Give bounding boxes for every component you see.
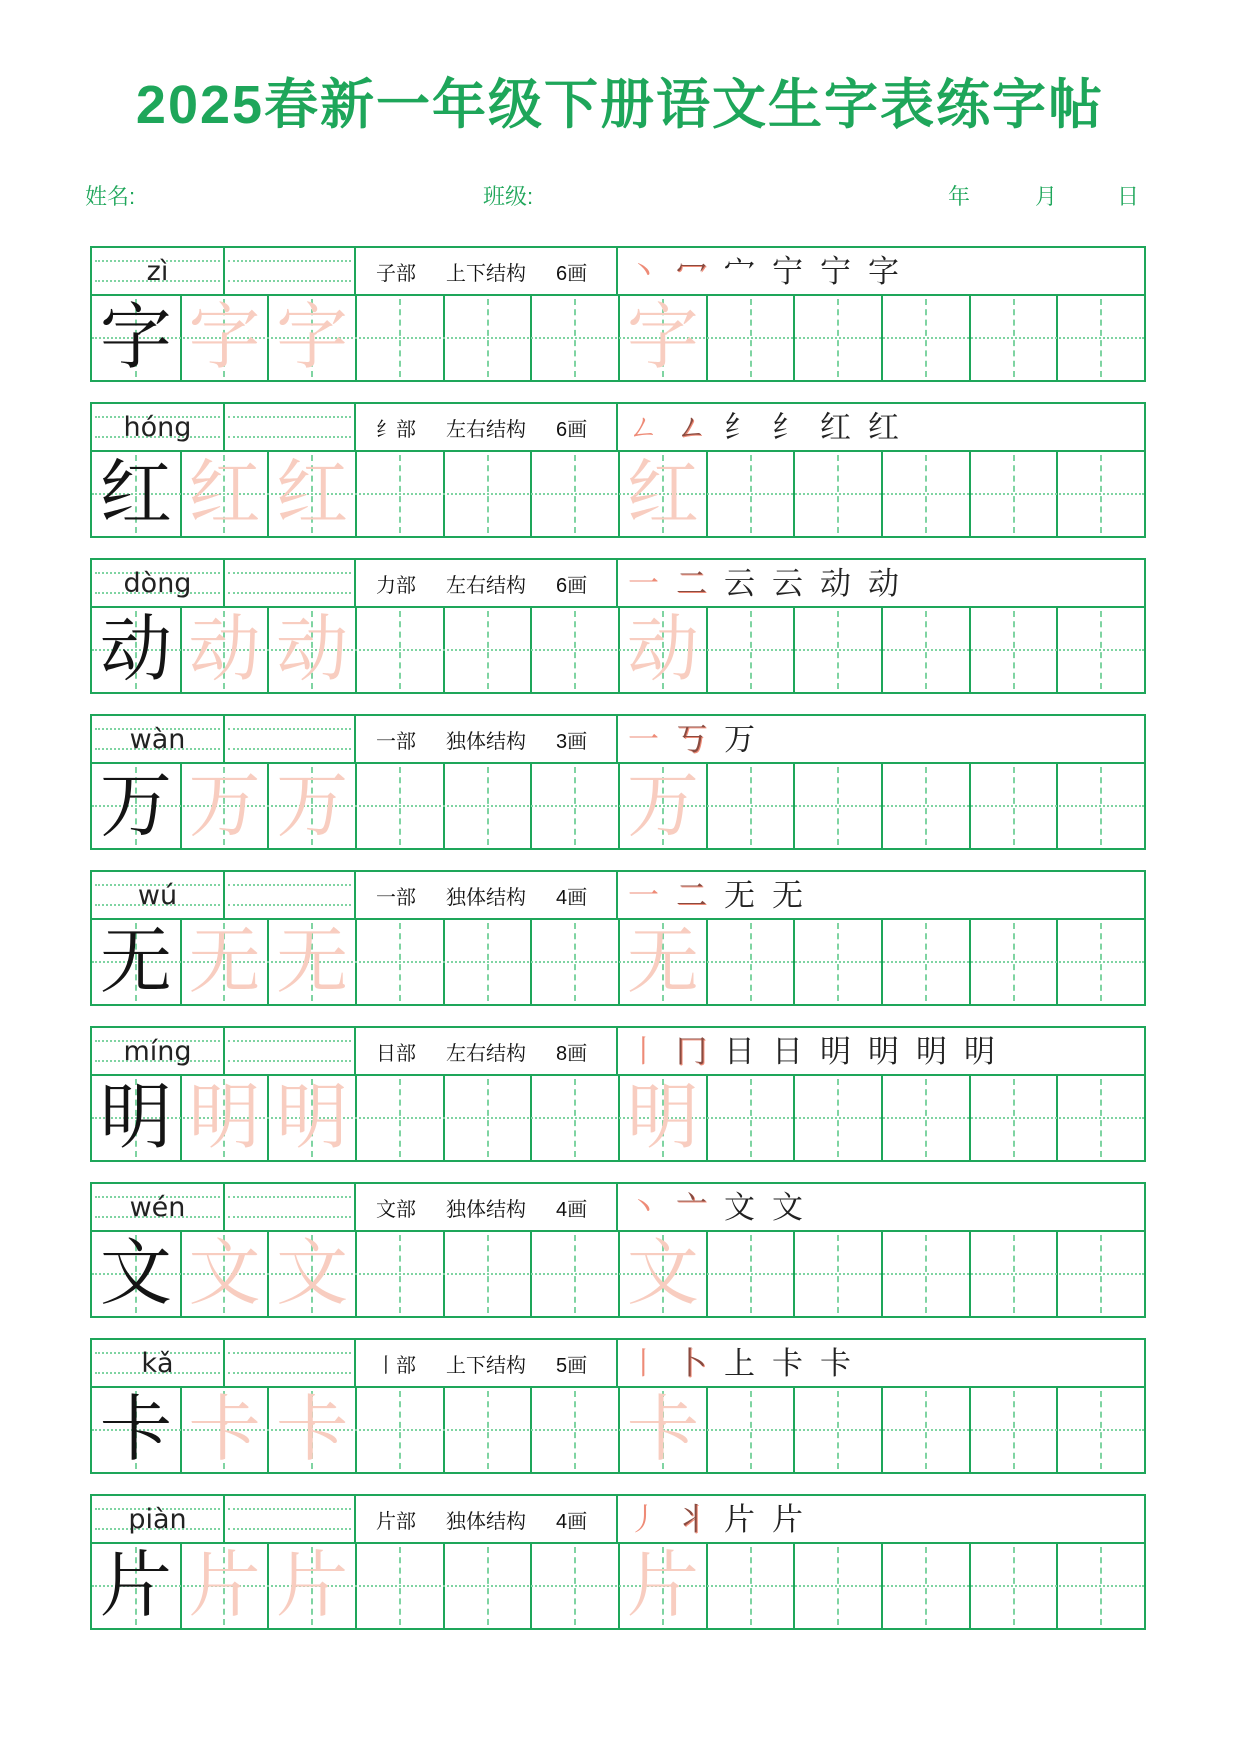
radical-label: 丨部 [376, 1354, 416, 1377]
stroke-step: 动 [820, 565, 851, 601]
character-row-block [90, 402, 1146, 538]
stroke-step: 文 [772, 1189, 803, 1225]
practice-cell [618, 296, 706, 380]
pinyin-blank-cell [223, 1184, 354, 1230]
practice-row [92, 1544, 1144, 1628]
practice-cell [969, 1076, 1057, 1160]
stroke-order-cell [616, 872, 1140, 918]
structure-label: 独体结构 [446, 730, 526, 753]
pinyin-text: wàn [129, 723, 186, 755]
practice-row [92, 1388, 1144, 1472]
stroke-order-cell [616, 1496, 1140, 1542]
practice-cell [267, 920, 355, 1004]
character-row-block [90, 1338, 1146, 1474]
stroke-step: 一 [628, 565, 659, 601]
practice-cell [530, 920, 618, 1004]
form-header [0, 180, 1240, 208]
example-character: 文 [99, 1234, 172, 1314]
practice-cell [969, 1388, 1057, 1472]
stroke-step: 文 [724, 1189, 755, 1225]
practice-cell [530, 1388, 618, 1472]
structure-label: 独体结构 [446, 886, 526, 909]
practice-cell [881, 1544, 969, 1628]
radical-label: 一部 [376, 730, 416, 753]
character-row-block [90, 1494, 1146, 1630]
trace-character: 无 [188, 922, 261, 1002]
character-row-block [90, 870, 1146, 1006]
practice-cell [443, 1544, 531, 1628]
practice-cell [881, 296, 969, 380]
practice-cell [267, 1544, 355, 1628]
trace-character: 红 [188, 454, 261, 534]
practice-cell [1056, 1544, 1144, 1628]
stroke-step: 二 [676, 877, 707, 913]
trace-character: 无 [276, 922, 349, 1002]
example-character: 明 [99, 1078, 172, 1158]
example-character: 卡 [99, 1390, 172, 1470]
pinyin-text: dòng [123, 567, 192, 599]
trace-character: 片 [188, 1546, 261, 1626]
practice-cell-example [92, 1388, 180, 1472]
character-meta-cell [354, 1184, 616, 1230]
structure-label: 左右结构 [446, 574, 526, 597]
stroke-step: 云 [772, 565, 803, 601]
character-row-block [90, 1182, 1146, 1318]
practice-cell [530, 1232, 618, 1316]
trace-character: 片 [276, 1546, 349, 1626]
trace-character: 万 [188, 766, 261, 846]
practice-cell-example [92, 296, 180, 380]
practice-cell [793, 764, 881, 848]
radical-label: 日部 [376, 1042, 416, 1065]
pinyin-blank-cell [223, 560, 354, 606]
year-label: 年 [948, 184, 971, 209]
practice-cell-example [92, 920, 180, 1004]
page-title: 2025春新一年级下册语文生字表练字帖 [135, 75, 1105, 135]
practice-cell [530, 452, 618, 536]
pinyin-text: míng [123, 1035, 192, 1067]
stroke-step: 丂 [676, 721, 707, 757]
practice-cell [969, 608, 1057, 692]
stroke-step: 一 [628, 877, 659, 913]
structure-label: 左右结构 [446, 1042, 526, 1065]
practice-cell [793, 452, 881, 536]
practice-cell [530, 608, 618, 692]
practice-cell [180, 920, 268, 1004]
character-info-row [92, 1184, 1144, 1232]
pinyin-text: wú [137, 879, 178, 911]
practice-cell [180, 608, 268, 692]
practice-cell [881, 1232, 969, 1316]
stroke-step: 日 [724, 1033, 755, 1069]
pinyin-text: piàn [128, 1503, 187, 1535]
practice-cell [355, 1076, 443, 1160]
character-info-row [92, 1028, 1144, 1076]
practice-cell [180, 296, 268, 380]
character-info-row [92, 404, 1144, 452]
day-label: 日 [1117, 184, 1140, 209]
pinyin-cell [92, 404, 223, 450]
character-meta-cell [354, 716, 616, 762]
practice-cell [180, 452, 268, 536]
practice-row [92, 1232, 1144, 1316]
practice-cell [180, 1232, 268, 1316]
trace-character: 字 [276, 298, 349, 378]
practice-cell [706, 608, 794, 692]
trace-character: 字 [626, 298, 699, 378]
practice-cell [618, 608, 706, 692]
practice-cell-example [92, 1544, 180, 1628]
pinyin-cell [92, 560, 223, 606]
trace-character: 文 [276, 1234, 349, 1314]
pinyin-text: kǎ [141, 1347, 174, 1379]
stroke-step: 卜 [676, 1345, 707, 1381]
practice-cell [530, 1544, 618, 1628]
practice-cell [443, 920, 531, 1004]
stroke-step: 宀 [724, 253, 755, 289]
stroke-step: 卡 [772, 1345, 803, 1381]
stroke-step: 云 [724, 565, 755, 601]
trace-character: 明 [276, 1078, 349, 1158]
stroke-order-cell [616, 716, 1140, 762]
trace-character: 明 [626, 1078, 699, 1158]
stroke-count-label: 6画 [556, 574, 588, 597]
pinyin-cell [92, 716, 223, 762]
stroke-step: 红 [868, 409, 899, 445]
practice-cell [706, 764, 794, 848]
practice-cell [267, 764, 355, 848]
stroke-step: 纟 [772, 409, 803, 445]
practice-cell [618, 920, 706, 1004]
practice-cell [443, 1076, 531, 1160]
example-character: 万 [99, 766, 172, 846]
practice-cell [618, 764, 706, 848]
practice-cell [969, 1232, 1057, 1316]
example-character: 片 [99, 1546, 172, 1626]
stroke-count-label: 8画 [556, 1042, 588, 1065]
practice-cell [618, 1388, 706, 1472]
pinyin-blank-cell [223, 404, 354, 450]
pinyin-text: hóng [123, 411, 192, 443]
stroke-order-cell [616, 1184, 1140, 1230]
stroke-step: 无 [772, 877, 803, 913]
pinyin-text: zì [146, 255, 169, 287]
practice-cell [443, 296, 531, 380]
stroke-count-label: 4画 [556, 886, 588, 909]
practice-cell [793, 1076, 881, 1160]
practice-cell [706, 296, 794, 380]
structure-label: 上下结构 [446, 262, 526, 285]
stroke-step: 丿 [628, 1501, 659, 1537]
stroke-step: 动 [868, 565, 899, 601]
practice-row [92, 608, 1144, 692]
stroke-step: 无 [724, 877, 755, 913]
stroke-order-cell [616, 1028, 1140, 1074]
practice-cell [881, 1388, 969, 1472]
pinyin-cell [92, 1184, 223, 1230]
pinyin-blank-cell [223, 1496, 354, 1542]
practice-cell-example [92, 1076, 180, 1160]
stroke-step: 丨 [628, 1033, 659, 1069]
name-label: 姓名: [85, 184, 136, 209]
character-info-row [92, 248, 1144, 296]
stroke-count-label: 3画 [556, 730, 588, 753]
stroke-step: 一 [628, 721, 659, 757]
practice-cell [969, 920, 1057, 1004]
practice-cell [355, 764, 443, 848]
practice-cell [793, 1544, 881, 1628]
practice-cell [355, 920, 443, 1004]
radical-label: 片部 [376, 1510, 416, 1533]
example-character: 动 [99, 610, 172, 690]
practice-cell [1056, 1232, 1144, 1316]
trace-character: 动 [276, 610, 349, 690]
stroke-step: 丶 [628, 253, 659, 289]
practice-cell [706, 452, 794, 536]
example-character: 无 [99, 922, 172, 1002]
practice-cell [969, 296, 1057, 380]
practice-row [92, 452, 1144, 536]
stroke-step: 亠 [676, 1189, 707, 1225]
practice-cell [969, 1544, 1057, 1628]
practice-cell [793, 296, 881, 380]
character-info-row [92, 716, 1144, 764]
trace-character: 文 [626, 1234, 699, 1314]
practice-cell [443, 764, 531, 848]
practice-cell [618, 1076, 706, 1160]
pinyin-text: wén [129, 1191, 186, 1223]
pinyin-cell [92, 248, 223, 294]
practice-cell [793, 1388, 881, 1472]
stroke-step: 丨 [628, 1345, 659, 1381]
trace-character: 动 [626, 610, 699, 690]
character-row-block [90, 558, 1146, 694]
stroke-step: 明 [868, 1033, 899, 1069]
practice-row [92, 1076, 1144, 1160]
practice-cell [793, 608, 881, 692]
stroke-step: 明 [820, 1033, 851, 1069]
practice-cell [180, 764, 268, 848]
stroke-step: 字 [868, 253, 899, 289]
radical-label: 子部 [376, 262, 416, 285]
stroke-order-cell [616, 404, 1140, 450]
practice-cell [1056, 296, 1144, 380]
practice-cell [706, 1076, 794, 1160]
trace-character: 卡 [188, 1390, 261, 1470]
example-character: 红 [99, 454, 172, 534]
practice-cell [1056, 1076, 1144, 1160]
practice-cell [180, 1388, 268, 1472]
practice-cell-example [92, 608, 180, 692]
practice-cell [355, 608, 443, 692]
practice-cell [1056, 1388, 1144, 1472]
pinyin-cell [92, 1340, 223, 1386]
practice-row [92, 920, 1144, 1004]
stroke-step: 片 [772, 1501, 803, 1537]
trace-character: 明 [188, 1078, 261, 1158]
pinyin-blank-cell [223, 248, 354, 294]
practice-cell [618, 1232, 706, 1316]
stroke-step: 丬 [676, 1501, 707, 1537]
practice-cell [706, 1544, 794, 1628]
character-info-row [92, 1340, 1144, 1388]
pinyin-cell [92, 1028, 223, 1074]
character-meta-cell [354, 872, 616, 918]
stroke-step: 丶 [628, 1189, 659, 1225]
structure-label: 左右结构 [446, 418, 526, 441]
character-row-block [90, 246, 1146, 382]
practice-cell [618, 1544, 706, 1628]
radical-label: 纟部 [376, 418, 416, 441]
practice-cell [969, 452, 1057, 536]
practice-cell [180, 1076, 268, 1160]
practice-cell-example [92, 764, 180, 848]
stroke-step: 万 [724, 721, 755, 757]
character-meta-cell [354, 560, 616, 606]
pinyin-blank-cell [223, 872, 354, 918]
practice-cell [881, 764, 969, 848]
practice-cell [1056, 920, 1144, 1004]
practice-cell [355, 1388, 443, 1472]
practice-cell [443, 1388, 531, 1472]
practice-cell [618, 452, 706, 536]
practice-cell [443, 1232, 531, 1316]
radical-label: 文部 [376, 1198, 416, 1221]
structure-label: 独体结构 [446, 1510, 526, 1533]
trace-character: 万 [276, 766, 349, 846]
stroke-order-cell [616, 560, 1140, 606]
stroke-count-label: 6画 [556, 418, 588, 441]
character-meta-cell [354, 248, 616, 294]
stroke-step: 宁 [820, 253, 851, 289]
structure-label: 独体结构 [446, 1198, 526, 1221]
trace-character: 卡 [276, 1390, 349, 1470]
practice-cell [881, 920, 969, 1004]
practice-cell [267, 1232, 355, 1316]
practice-cell [530, 296, 618, 380]
stroke-step: 卡 [820, 1345, 851, 1381]
practice-cell [1056, 452, 1144, 536]
stroke-step: 日 [772, 1033, 803, 1069]
practice-row [92, 764, 1144, 848]
practice-cell [1056, 608, 1144, 692]
pinyin-blank-cell [223, 716, 354, 762]
practice-cell [355, 1544, 443, 1628]
character-meta-cell [354, 404, 616, 450]
trace-character: 红 [626, 454, 699, 534]
stroke-step: 上 [724, 1345, 755, 1381]
character-meta-cell [354, 1496, 616, 1542]
stroke-order-cell [616, 248, 1140, 294]
practice-cell [267, 1388, 355, 1472]
character-info-row [92, 872, 1144, 920]
trace-character: 动 [188, 610, 261, 690]
radical-label: 力部 [376, 574, 416, 597]
practice-cell [881, 608, 969, 692]
practice-cell [530, 764, 618, 848]
practice-cell [881, 1076, 969, 1160]
practice-cell [355, 1232, 443, 1316]
stroke-step: 二 [676, 565, 707, 601]
practice-row [92, 296, 1144, 380]
stroke-step: 片 [724, 1501, 755, 1537]
practice-cell [969, 764, 1057, 848]
stroke-step: 冖 [676, 253, 707, 289]
worksheet-table [90, 246, 1146, 1650]
practice-cell [793, 920, 881, 1004]
pinyin-blank-cell [223, 1028, 354, 1074]
stroke-step: 宁 [772, 253, 803, 289]
stroke-count-label: 4画 [556, 1510, 588, 1533]
stroke-step: 冂 [676, 1033, 707, 1069]
stroke-count-label: 6画 [556, 262, 588, 285]
practice-cell-example [92, 1232, 180, 1316]
stroke-count-label: 4画 [556, 1198, 588, 1221]
class-label: 班级: [483, 184, 534, 209]
practice-cell [267, 296, 355, 380]
trace-character: 万 [626, 766, 699, 846]
practice-cell [706, 920, 794, 1004]
stroke-step: ㄥ [628, 409, 659, 445]
practice-cell [443, 608, 531, 692]
example-character: 字 [99, 298, 172, 378]
stroke-order-cell [616, 1340, 1140, 1386]
practice-cell [530, 1076, 618, 1160]
character-row-block [90, 1026, 1146, 1162]
trace-character: 字 [188, 298, 261, 378]
practice-cell [881, 452, 969, 536]
practice-cell [355, 452, 443, 536]
practice-cell [1056, 764, 1144, 848]
trace-character: 片 [626, 1546, 699, 1626]
practice-cell [180, 1544, 268, 1628]
trace-character: 红 [276, 454, 349, 534]
character-info-row [92, 1496, 1144, 1544]
trace-character: 文 [188, 1234, 261, 1314]
practice-cell [793, 1232, 881, 1316]
stroke-step: ㄥ [676, 409, 707, 445]
practice-cell [706, 1232, 794, 1316]
structure-label: 上下结构 [446, 1354, 526, 1377]
practice-cell [355, 296, 443, 380]
character-row-block [90, 714, 1146, 850]
practice-cell [267, 1076, 355, 1160]
practice-cell [267, 452, 355, 536]
stroke-step: 明 [916, 1033, 947, 1069]
character-meta-cell [354, 1028, 616, 1074]
stroke-count-label: 5画 [556, 1354, 588, 1377]
radical-label: 一部 [376, 886, 416, 909]
stroke-step: 纟 [724, 409, 755, 445]
practice-cell [443, 452, 531, 536]
pinyin-cell [92, 1496, 223, 1542]
month-label: 月 [1035, 184, 1058, 209]
stroke-step: 红 [820, 409, 851, 445]
character-info-row [92, 560, 1144, 608]
trace-character: 卡 [626, 1390, 699, 1470]
stroke-step: 明 [964, 1033, 995, 1069]
practice-cell [267, 608, 355, 692]
character-meta-cell [354, 1340, 616, 1386]
pinyin-cell [92, 872, 223, 918]
practice-cell-example [92, 452, 180, 536]
trace-character: 无 [626, 922, 699, 1002]
practice-cell [706, 1388, 794, 1472]
pinyin-blank-cell [223, 1340, 354, 1386]
